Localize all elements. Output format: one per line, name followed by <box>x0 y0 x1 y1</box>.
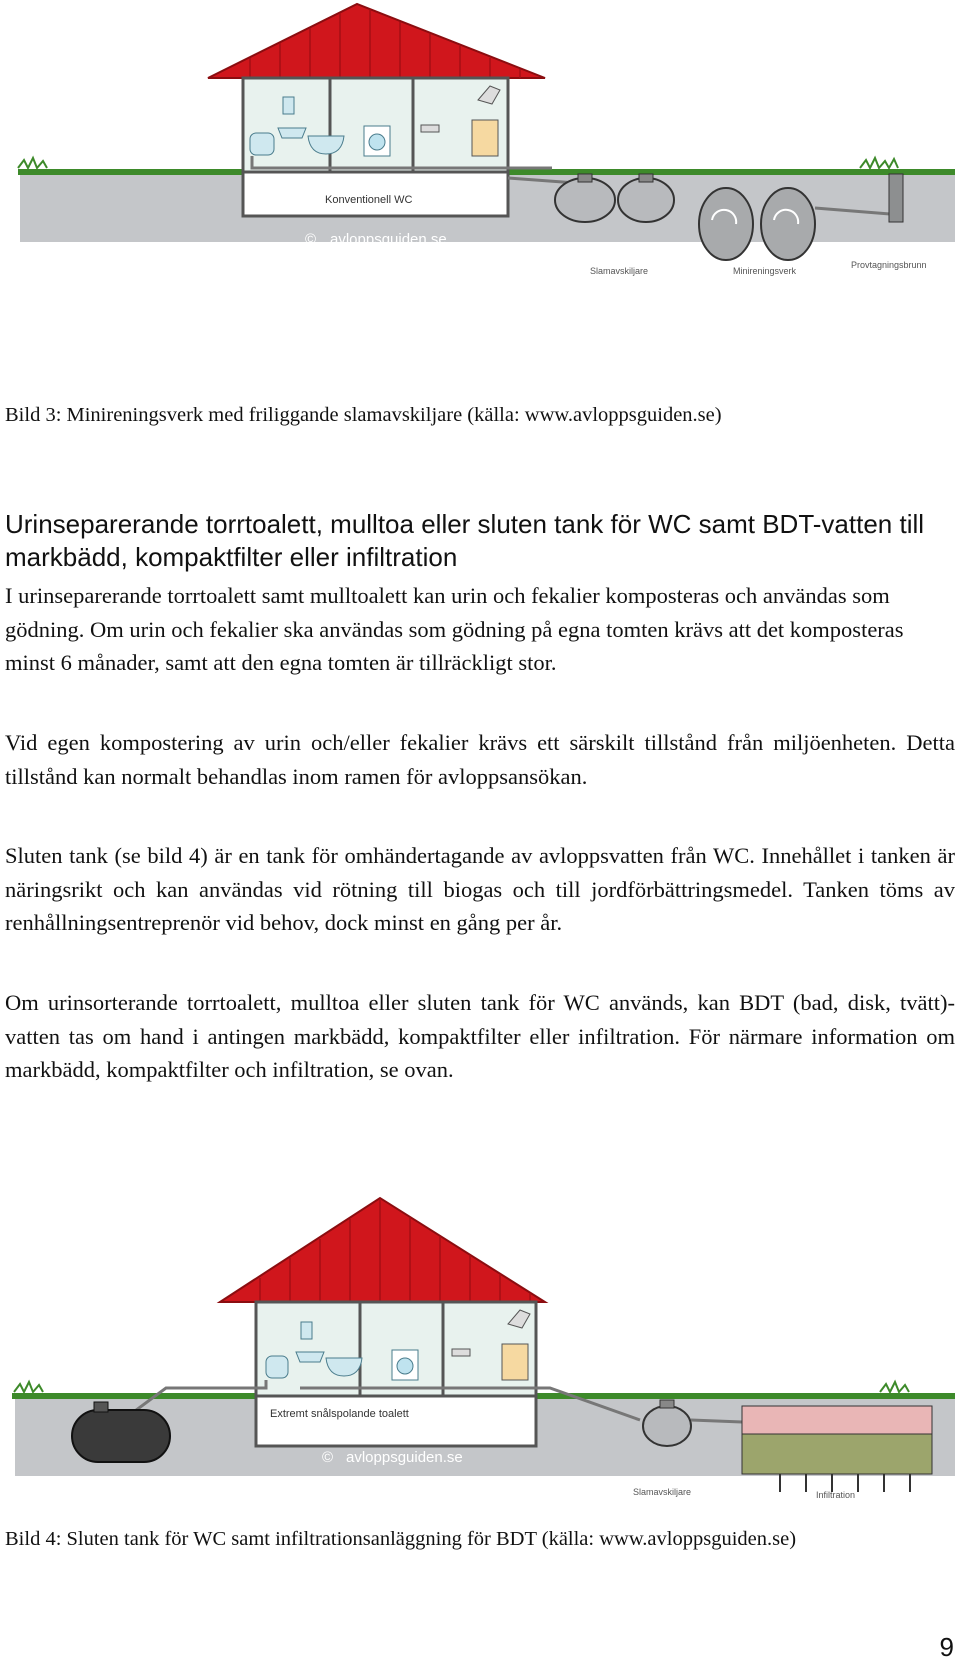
paragraph-2: Vid egen kompostering av urin och/eller fekalier krävs ett särskilt tillstånd från miljöenheten. Detta tillstånd kan normalt behandlas inom ramen för avloppsansökan. <box>5 730 955 789</box>
infiltration-bed-top <box>742 1406 932 1434</box>
stove-icon <box>502 1344 528 1380</box>
figure-1 <box>0 0 960 280</box>
figure-2-illustration <box>0 1190 960 1510</box>
septic-tank-1 <box>555 178 615 222</box>
roof <box>208 4 545 78</box>
toilet-icon <box>250 133 274 155</box>
closed-tank <box>72 1410 170 1462</box>
sink-icon <box>296 1352 324 1362</box>
sampling-well <box>889 174 903 222</box>
copyright-symbol: © <box>322 1449 334 1466</box>
stove-icon <box>472 120 498 156</box>
house-label: Extremt snålspolande toalett <box>270 1408 409 1420</box>
paragraph-3: Sluten tank (se bild 4) är en tank för omhändertagande av avloppsvatten från WC. Innehållet i tanken är näringsrikt och kan användas vid rötning till biogas och till jordförbättringsmedel. Tanken töms av renhållningsentreprenör vid behov, dock minst en gång per år. <box>5 843 955 935</box>
house-interior <box>243 78 508 172</box>
infiltration-bed-gravel <box>742 1434 932 1474</box>
section-heading: Urinseparerande torrtoalett, mulltoa eller sluten tank för WC samt BDT-vatten till markbädd, kompaktfilter eller infiltration <box>5 509 925 572</box>
mirror-icon <box>283 97 294 114</box>
treatment-unit-1 <box>699 188 753 260</box>
mirror-icon <box>301 1322 312 1339</box>
label-provtagningsbrunn: Provtagningsbrunn <box>851 260 927 270</box>
label-slamavskiljare: Slamavskiljare <box>633 1487 692 1497</box>
label-infiltration: Infiltration <box>816 1490 856 1500</box>
paragraph-4: Om urinsorterande torrtoalett, mulltoa eller sluten tank för WC används, kan BDT (bad, disk, tvätt)-vatten tas om hand i antingen markbädd, kompaktfilter eller infiltration. För närmare information om markbädd, kompaktfilter och infiltration, se ovan. <box>5 990 955 1082</box>
kitchen-sink-icon <box>452 1349 470 1356</box>
septic-tank-2 <box>618 178 674 222</box>
watermark: avloppsguiden.se <box>346 1449 463 1466</box>
figure-1-caption: Bild 3: Minireningsverk med friliggande slamavskiljare (källa: www.avloppsguiden.se) <box>5 404 722 426</box>
roof <box>220 1198 545 1302</box>
label-slamavskiljare: Slamavskiljare <box>590 266 649 276</box>
foundation <box>256 1396 536 1446</box>
label-minireningsverk: Minireningsverk <box>733 266 797 276</box>
figure-2-caption: Bild 4: Sluten tank för WC samt infiltrationsanläggning för BDT (källa: www.avloppsguiden.se) <box>5 1528 797 1550</box>
copyright-symbol: © <box>305 231 317 248</box>
treatment-unit-2 <box>761 188 815 260</box>
house-label: Konventionell WC <box>325 194 413 206</box>
sink-icon <box>278 128 306 138</box>
septic-tank <box>643 1406 691 1446</box>
toilet-icon <box>266 1356 288 1378</box>
house-interior <box>256 1302 536 1396</box>
kitchen-sink-icon <box>421 125 439 132</box>
page-number: 9 <box>939 1632 954 1662</box>
paragraph-1: I urinseparerande torrtoalett samt mulltoalett kan urin och fekalier komposteras och användas som gödning. Om urin och fekalier ska användas som gödning på egna tomten krävs att det komposteras minst 6 månader, samt att den egna tomten är tillräckligt stor. <box>5 583 904 675</box>
figure-2 <box>0 1190 960 1510</box>
watermark: avloppsguiden.se <box>330 231 447 248</box>
figure-1-illustration <box>0 0 960 280</box>
